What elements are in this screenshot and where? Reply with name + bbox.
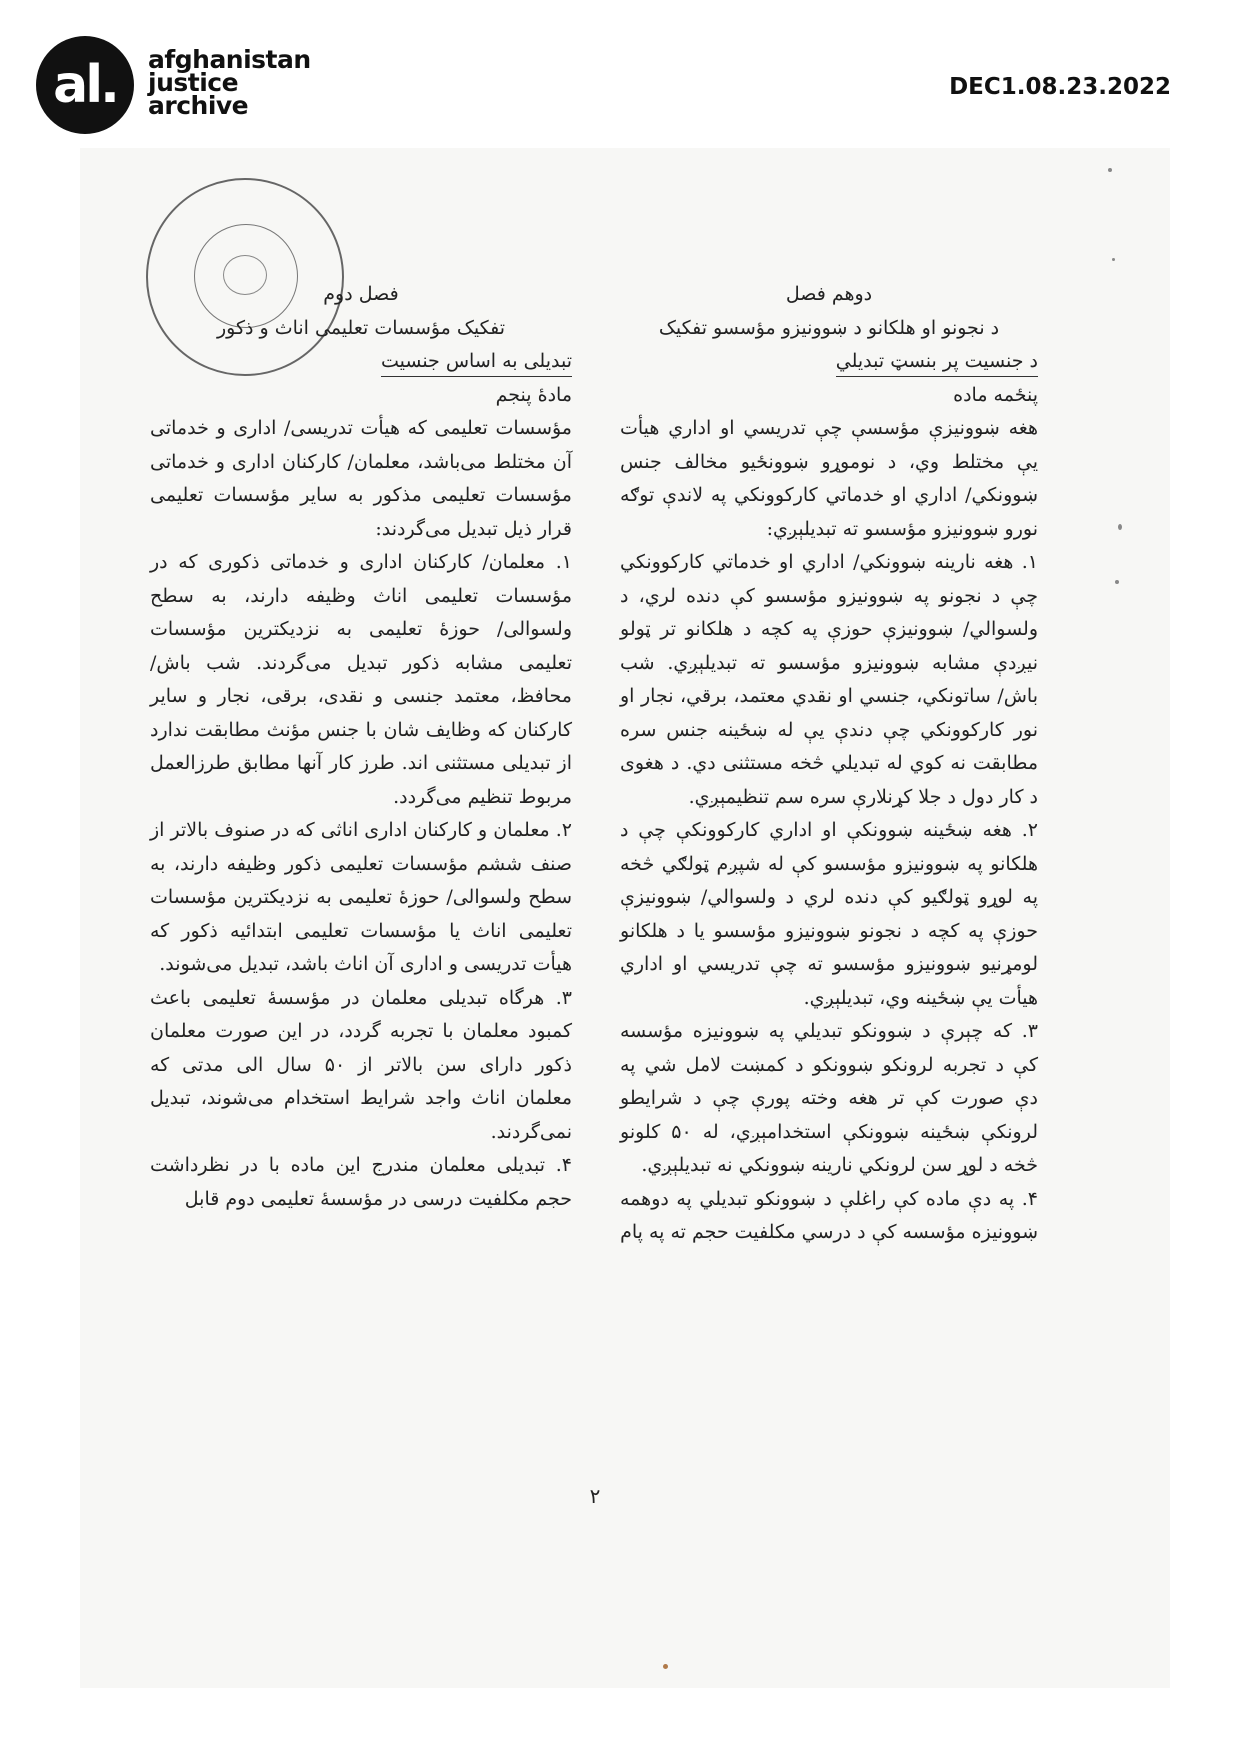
dot	[1118, 524, 1122, 530]
document-id: DEC1.08.23.2022	[949, 74, 1171, 100]
logo-line: afghanistan	[148, 45, 311, 74]
clause-1: ۱. معلمان/ کارکنان اداری و خدماتی ذکوری که در مؤسسات تعلیمی اناث وظیفه دارند، به سطح ولسوالی/ حوزۀ تعلیمی به نزدیکترین مؤسسات تعلیمی مشابه ذکور تبدیل می‌گردند. شب باش/محافظ، معتمد جنسی و نقدی، برقی، نجار و سایر کارکنان که وظایف شان با جنس مؤنث مطابقت ندارد از تبدیلی مستثنی اند. طرز کار آنها مطابق طرزالعمل مربوط تنظیم می‌گردد.	[150, 551, 572, 808]
clause-3: ۳. هرگاه تبدیلی معلمان در مؤسسۀ تعلیمی باعث کمبود معلمان با تجربه گردد، در این صورت معلمان ذکور دارای سن بالاتر از ۵۰ سال الی مدتی که معلمان اناث واجد شرایط استخدام می‌شوند، تبدیل نمی‌گردند.	[150, 986, 572, 1143]
logo-mark: al.	[36, 36, 134, 134]
dari-column	[150, 278, 572, 1216]
dot	[1108, 168, 1112, 172]
clause-4: ۴. په دې ماده کې راغلې د ښوونکو تبدیلي په دوهمه ښوونیزه مؤسسه کې د درسي مکلفیت حجم ته په پام	[620, 1187, 1038, 1243]
clause-1: ۱. هغه نارینه ښوونکي/ اداري او خدماتي کارکوونکي چې د نجونو په ښوونیزو مؤسسو کې دنده لري، د ولسوالي/ ښوونیزې حوزې په کچه د هلکانو تر ټولو نیږدې مشابه ښوونیزو مؤسسو ته تبدیلېږي. شب باش/ ساتونکي، جنسي او نقدي معتمد، برقي، نجار او نور کارکوونکي چې دندې یې له ښځینه جنس سره مطابقت نه کوي له تبدیلي څخه مستثنی دي. د هغوی د کار دول د جلا کړنلارې سره سم تنظیمېږي.	[620, 551, 1038, 808]
article-title: پنځمه ماده	[953, 383, 1038, 406]
chapter-subtitle-2: د جنسیت پر بنسټ تبدیلي	[836, 346, 1038, 377]
chapter-subtitle-2-row	[620, 345, 1038, 379]
chapter-subtitle-2: تبدیلی به اساس جنسیت	[381, 346, 572, 377]
chapter-subtitle: د نجونو او هلکانو د ښوونیزو مؤسسو تفکیک	[658, 316, 1000, 339]
dot	[1115, 580, 1119, 584]
page-number: ۲	[589, 1484, 601, 1508]
chapter-subtitle: تفکیک مؤسسات تعلیمی اناث و ذکور	[216, 316, 506, 339]
logo-line: archive	[148, 91, 249, 120]
clause-2: ۲. هغه ښځینه ښوونکې او اداري کارکوونکې چې د هلکانو په ښوونیزو مؤسسو کې له شپږم ټولګي څخه په لوړو ټولګیو کې دنده لري د ولسوالي/ ښوونیزې حوزې په کچه د نجونو ښوونیزو مؤسسو یا د هلکانو لومړنیو ښوونیزو مؤسسو ته چې تدریسي او اداري هیأت یې ښځینه وي، تبدیلېږي.	[620, 819, 1038, 1009]
article-intro: مؤسسات تعلیمی که هیأت تدریسی/ اداری و خدماتی آن مختلط می‌باشد، معلمان/ کارکنان اداری و خدماتی مؤسسات تعلیمی مذکور به سایر مؤسسات تعلیمی قرار ذیل تبدیل می‌گردند:	[150, 417, 572, 540]
dot	[663, 1664, 668, 1669]
logo-line: justice	[148, 68, 239, 97]
article-title: مادۀ پنجم	[495, 383, 572, 406]
article-intro: هغه ښوونیزې مؤسسې چې تدریسي او اداري هیأت یې مختلط وي، د نوموړو ښوونځیو مخالف جنس ښوونکي/ اداري او خدماتي کارکوونکي په لاندې توګه نورو ښوونیزو مؤسسو ته تبدیلېږي:	[620, 417, 1038, 540]
chapter-title: فصل دوم	[323, 283, 399, 305]
pashto-column	[620, 278, 1038, 1250]
dot	[1112, 258, 1115, 261]
clause-2: ۲. معلمان و کارکنان اداری اناثی که در صنوف بالاتر از صنف ششم مؤسسات تعلیمی ذکور وظیفه دارند، به سطح ولسوالی/ حوزۀ تعلیمی به نزدیکترین مؤسسات تعلیمی اناث یا مؤسسات تعلیمی ابتدائیه ذکور که هیأت تدریسی و اداری آن اناث باشد، تبدیل می‌شوند.	[150, 819, 572, 975]
chapter-title: دوهم فصل	[785, 283, 873, 305]
clause-4: ۴. تبدیلی معلمان مندرج این ماده با در نظرداشت حجم مکلفیت درسی در مؤسسۀ تعلیمی دوم قابل	[150, 1154, 572, 1210]
chapter-subtitle-2-row	[150, 345, 572, 379]
logo-wordmark	[148, 45, 311, 120]
clause-3: ۳. که چېرې د ښوونکو تبدیلي په ښوونیزه مؤسسه کې د تجربه لرونکو ښوونکو د کمښت لامل شي په دې صورت کې تر هغه وخته پورې چې د شرایطو لرونکې ښځینه ښوونکې استخدامېږي، له ۵۰ کلونو څخه د لوړ سن لرونکي نارینه ښوونکي نه تبدیلېږي.	[620, 1020, 1038, 1176]
